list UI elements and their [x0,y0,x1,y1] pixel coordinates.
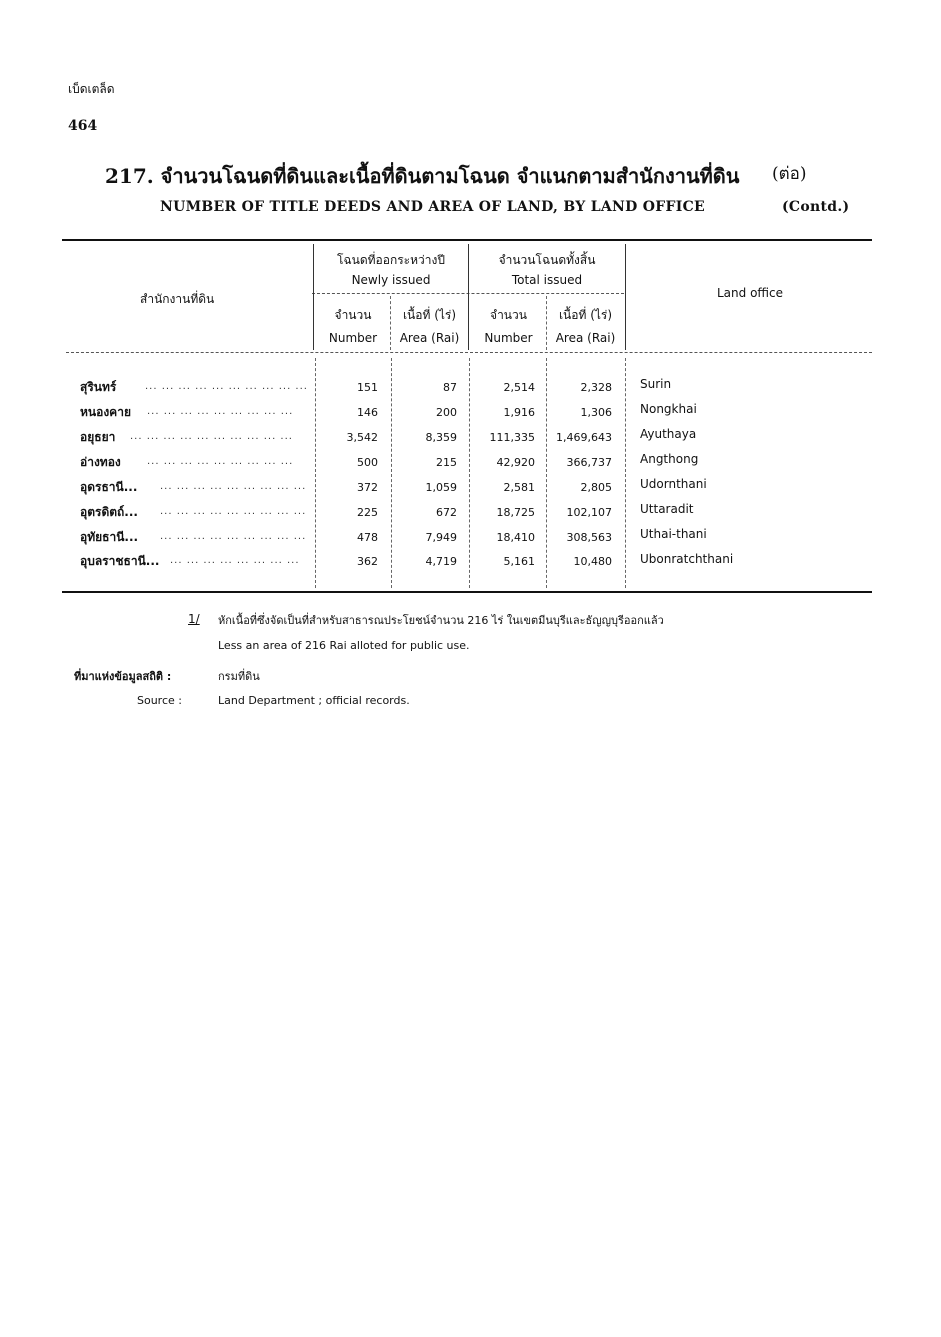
row-newly-number: 3,542 [346,431,378,444]
source-label-thai: ที่มาแห่งข้อมูลสถิติ : [74,670,172,683]
col-sep-landoffice [625,244,626,350]
row-newly-number: 362 [357,555,378,568]
table-title-thai-contd: (ต่อ) [772,164,807,184]
header-bottom-rule [66,352,872,353]
row-land-office: Uttaradit [640,502,694,516]
header-newly-area: Area (Rai) [399,331,460,345]
source-label-english: Source : [137,694,182,707]
row-total-area: 2,328 [580,381,612,394]
row-newly-area: 1,059 [425,481,457,494]
header-newly-number-thai: จำนวน [334,308,372,322]
row-newly-area: 4,719 [425,555,457,568]
col-sep-office [313,244,314,350]
row-land-office: Ubonratchthani [640,552,734,566]
row-newly-number: 225 [357,506,378,519]
table-title-english: NUMBER OF TITLE DEEDS AND AREA OF LAND, BY LAND OFFICE [160,199,705,215]
row-total-area: 1,306 [580,406,612,419]
row-office-thai: อุตรดิตถ์... [80,505,138,519]
row-newly-number: 478 [357,531,378,544]
row-office-thai: อ่างทอง [80,455,121,469]
body-sep-5 [625,358,626,588]
header-total-thai: จำนวนโฉนดทั้งสิ้น [498,253,596,267]
row-total-number: 1,916 [503,406,535,419]
row-newly-area: 672 [436,506,457,519]
row-land-office: Uthai-thani [640,527,707,541]
row-total-area: 10,480 [573,555,612,568]
row-total-number: 18,725 [496,506,535,519]
row-total-number: 42,920 [496,456,535,469]
table-bottom-rule [62,591,872,593]
row-newly-area: 200 [436,406,457,419]
row-leader-dots: ... ... ... ... ... ... ... ... ... [160,506,307,517]
source-value-english: Land Department ; official records. [218,694,410,707]
header-newly-area-thai: เนื้อที่ (ไร่) [402,308,457,322]
row-newly-area: 8,359 [425,431,457,444]
row-total-number: 18,410 [496,531,535,544]
row-office-thai: อุดรธานี... [80,480,138,494]
row-total-area: 308,563 [566,531,612,544]
header-total-area: Area (Rai) [555,331,616,345]
row-leader-dots: ... ... ... ... ... ... ... ... ... [160,481,307,492]
row-total-area: 102,107 [566,506,612,519]
header-land-office: Land office [717,286,783,300]
row-leader-dots: ... ... ... ... ... ... ... ... ... [147,406,294,417]
table-title-english-contd: (Contd.) [782,199,850,215]
header-total-number-thai: จำนวน [490,308,527,322]
row-total-area: 2,805 [580,481,612,494]
row-leader-dots: ... ... ... ... ... ... ... ... ... ... [130,431,293,442]
row-total-number: 2,581 [503,481,535,494]
row-total-number: 111,335 [489,431,535,444]
row-leader-dots: ... ... ... ... ... ... ... ... ... [160,531,307,542]
row-newly-number: 372 [357,481,378,494]
row-land-office: Nongkhai [640,402,697,416]
table-top-rule [62,239,872,241]
row-land-office: Udornthani [640,477,707,491]
header-newly-number: Number [328,331,378,345]
header-newly-thai: โฉนดที่ออกระหว่างปี [337,253,445,267]
row-office-thai: หนองคาย [80,405,131,419]
row-office-thai: อยุธยา [80,430,116,444]
header-total-number: Number [484,331,533,345]
footnote-mark: 1/ [188,612,200,626]
row-newly-area: 215 [436,456,457,469]
header-newly-issued: Newly issued [351,273,431,287]
row-newly-area: 87 [443,381,457,394]
row-newly-number: 146 [357,406,378,419]
row-total-number: 2,514 [503,381,535,394]
row-newly-number: 151 [357,381,378,394]
row-total-area: 366,737 [566,456,612,469]
running-header: เบ็ดเตล็ด [68,82,115,96]
row-newly-number: 500 [357,456,378,469]
header-total-issued: Total issued [511,273,583,287]
page-number: 464 [68,118,98,134]
col-sep-newly-total [468,244,469,350]
footnote-text-thai: หักเนื้อที่ซึ่งจัดเป็นที่สำหรับสาธารณประโยชน์จำนวน 216 ไร่ ในเขตมีนบุรีและธัญญบุรีออกแล้ว [218,614,664,627]
row-office-thai: อุทัยธานี... [80,530,139,544]
row-newly-area: 7,949 [425,531,457,544]
header-total-area-thai: เนื้อที่ (ไร่) [558,308,613,322]
row-office-thai: สุรินทร์ [80,380,117,394]
row-land-office: Surin [640,377,672,391]
col-sep-newly-inner [390,296,391,350]
source-value-thai: กรมที่ดิน [218,670,260,683]
table-title-thai: 217. จำนวนโฉนดที่ดินและเนื้อที่ดินตามโฉนด จำแนกตามสำนักงานที่ดิน [105,164,740,188]
header-office-thai: สำนักงานที่ดิน [140,292,215,306]
row-total-area: 1,469,643 [556,431,612,444]
row-leader-dots: ... ... ... ... ... ... ... ... ... ... [145,381,308,392]
row-land-office: Ayuthaya [640,427,697,441]
row-office-thai: อุบลราชธานี... [80,554,160,568]
body-sep-3 [469,358,470,588]
row-leader-dots: ... ... ... ... ... ... ... ... [170,555,300,566]
footnote-text-english: Less an area of 216 Rai alloted for public use. [218,639,470,652]
row-total-number: 5,161 [503,555,535,568]
row-land-office: Angthong [640,452,699,466]
row-leader-dots: ... ... ... ... ... ... ... ... ... [147,456,294,467]
